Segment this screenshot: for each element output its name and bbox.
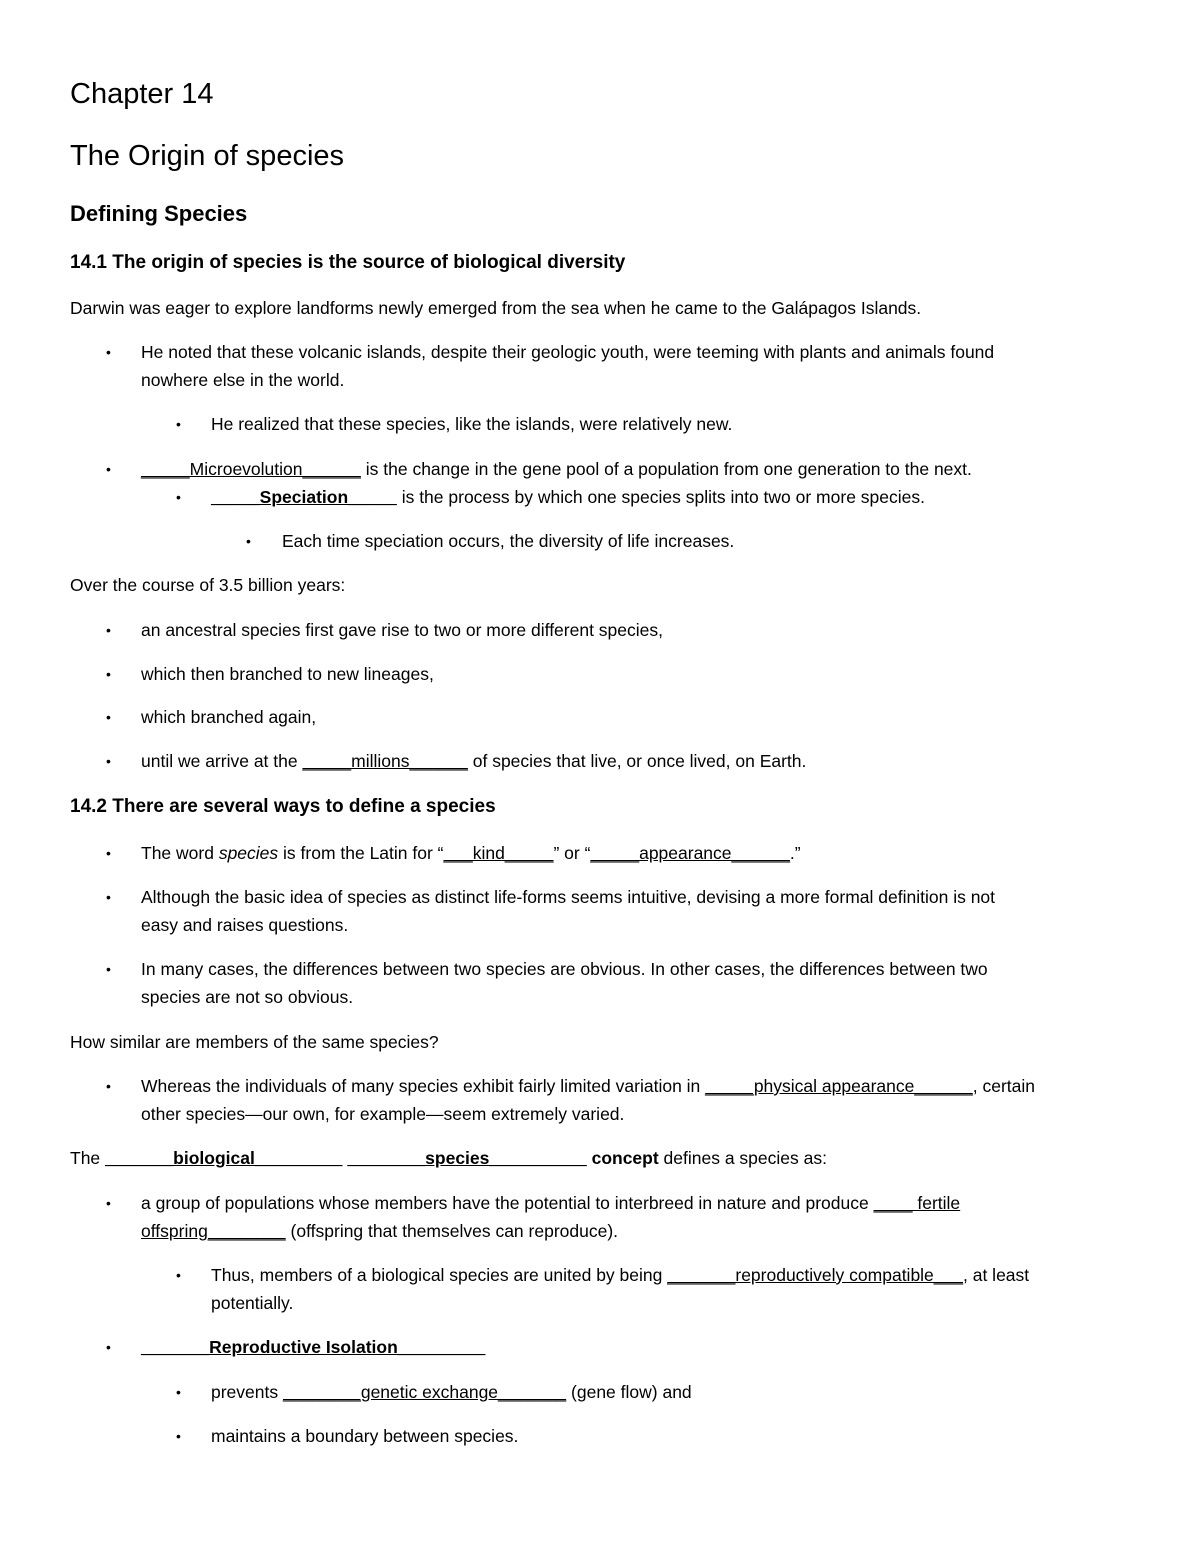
bullet-icon: •: [106, 753, 111, 769]
bullet-icon: •: [176, 1428, 181, 1444]
fill-in-answer: ___kind_____: [443, 843, 554, 863]
bullet-icon: •: [106, 344, 111, 360]
bullet-text: Although the basic idea of species as distinct life-forms seems intuitive, devising a more formal definition is not: [141, 887, 996, 907]
text-the: The: [70, 1148, 106, 1168]
bullet-icon: •: [106, 1078, 111, 1094]
bullet-text-pre: prevents: [211, 1382, 283, 1402]
bullet-text: maintains a boundary between species.: [211, 1426, 519, 1446]
bullet-text-pre: Whereas the individuals of many species exhibit fairly limited variation in: [141, 1076, 706, 1096]
bullet-text: He noted that these volcanic islands, despite their geologic youth, were teeming with plants and animals found: [141, 342, 995, 362]
bullet-icon: •: [176, 489, 181, 505]
bullet-text: [211, 1381, 692, 1403]
bullet-text-rest: is the change in the gene pool of a population from one generation to the next.: [360, 459, 972, 479]
bullet-text: which then branched to new lineages,: [141, 664, 434, 684]
bullet-text-post: of species that live, or once lived, on Earth.: [467, 751, 807, 771]
bullet-icon: •: [106, 889, 111, 905]
bullet-text: [141, 750, 806, 772]
bullet-text-mid: ” or “: [553, 843, 591, 863]
bullet-text: [141, 458, 972, 480]
bullet-icon: •: [106, 622, 111, 638]
bullet-text: which branched again,: [141, 707, 317, 727]
fill-in-answer: offspring________: [141, 1221, 286, 1241]
bullet-text: potentially.: [211, 1293, 294, 1313]
bullet-text: [141, 1220, 618, 1242]
fill-in-answer: ________species__________: [347, 1148, 587, 1168]
bullet-text: [211, 1264, 1029, 1286]
bullet-icon: •: [106, 666, 111, 682]
bullet-icon: •: [106, 845, 111, 861]
bullet-icon: •: [106, 1195, 111, 1211]
bullet-text-post: (gene flow) and: [566, 1382, 692, 1402]
bullet-text-pre: The word: [141, 843, 219, 863]
bullet-icon: •: [246, 533, 251, 549]
bullet-text-mid: is from the Latin for “: [278, 843, 444, 863]
bullet-text-rest: is the process by which one species splits into two or more species.: [396, 487, 925, 507]
bullet-text-pre: until we arrive at the: [141, 751, 303, 771]
bullet-text: [141, 842, 801, 864]
paragraph-over-course: Over the course of 3.5 billion years:: [70, 575, 346, 595]
paragraph-intro: Darwin was eager to explore landforms newly emerged from the sea when he came to the Galápagos Islands.: [70, 298, 922, 318]
fill-in-answer: _______reproductively compatible___: [667, 1265, 963, 1285]
bullet-text: He realized that these species, like the islands, were relatively new.: [211, 414, 733, 434]
text-rest: defines a species as:: [658, 1148, 827, 1168]
fill-in-answer: ________genetic exchange_______: [282, 1382, 567, 1402]
bullet-icon: •: [176, 1384, 181, 1400]
fill-in-answer: _______Reproductive Isolation_________: [141, 1337, 486, 1357]
bullet-text: [141, 1336, 485, 1358]
fill-in-answer: _____millions______: [302, 751, 468, 771]
bullet-text: In many cases, the differences between two species are obvious. In other cases, the differences between two: [141, 959, 988, 979]
bullet-text-end: .”: [789, 843, 801, 863]
fill-in-answer: _____physical appearance______: [705, 1076, 973, 1096]
section-heading: Defining Species: [70, 201, 248, 226]
fill-in-answer: ____ fertile: [873, 1193, 961, 1213]
bullet-text: an ancestral species first gave rise to two or more different species,: [141, 620, 664, 640]
paragraph-bsc: [70, 1147, 827, 1169]
bullet-text-pre: Thus, members of a biological species are united by being: [211, 1265, 668, 1285]
bullet-text: [141, 1075, 1035, 1097]
fill-in-answer: _____appearance______: [590, 843, 790, 863]
bullet-text: other species—our own, for example—seem extremely varied.: [141, 1104, 625, 1124]
paragraph-how-similar: How similar are members of the same species?: [70, 1032, 439, 1052]
document-title: The Origin of species: [70, 140, 345, 172]
bullet-text-post: , at least: [963, 1265, 1030, 1285]
bullet-text: Each time speciation occurs, the diversity of life increases.: [282, 531, 735, 551]
bullet-text: [211, 486, 925, 508]
bullet-text-post: , certain: [972, 1076, 1035, 1096]
bullet-icon: •: [176, 1267, 181, 1283]
fill-in-answer: _____Speciation_____: [211, 487, 397, 507]
bullet-text: species are not so obvious.: [141, 987, 354, 1007]
text-concept: concept: [586, 1148, 659, 1168]
bullet-text-rest: (offspring that themselves can reproduce).: [285, 1221, 619, 1241]
bullet-icon: •: [176, 416, 181, 432]
bullet-icon: •: [106, 461, 111, 477]
bullet-text: [141, 1192, 960, 1214]
fill-in-answer: _____Microevolution______: [141, 459, 361, 479]
bullet-icon: •: [106, 961, 111, 977]
subsection-heading-14-2: 14.2 There are several ways to define a species: [70, 796, 496, 817]
bullet-icon: •: [106, 1339, 111, 1355]
chapter-title: Chapter 14: [70, 78, 214, 110]
fill-in-answer: _______biological_________: [105, 1148, 343, 1168]
subsection-heading-14-1: 14.1 The origin of species is the source of biological diversity: [70, 252, 626, 273]
bullet-text-pre: a group of populations whose members have the potential to interbreed in nature and produce: [141, 1193, 874, 1213]
italic-term: species: [218, 843, 279, 863]
bullet-icon: •: [106, 709, 111, 725]
bullet-text: easy and raises questions.: [141, 915, 349, 935]
bullet-text: nowhere else in the world.: [141, 370, 345, 390]
